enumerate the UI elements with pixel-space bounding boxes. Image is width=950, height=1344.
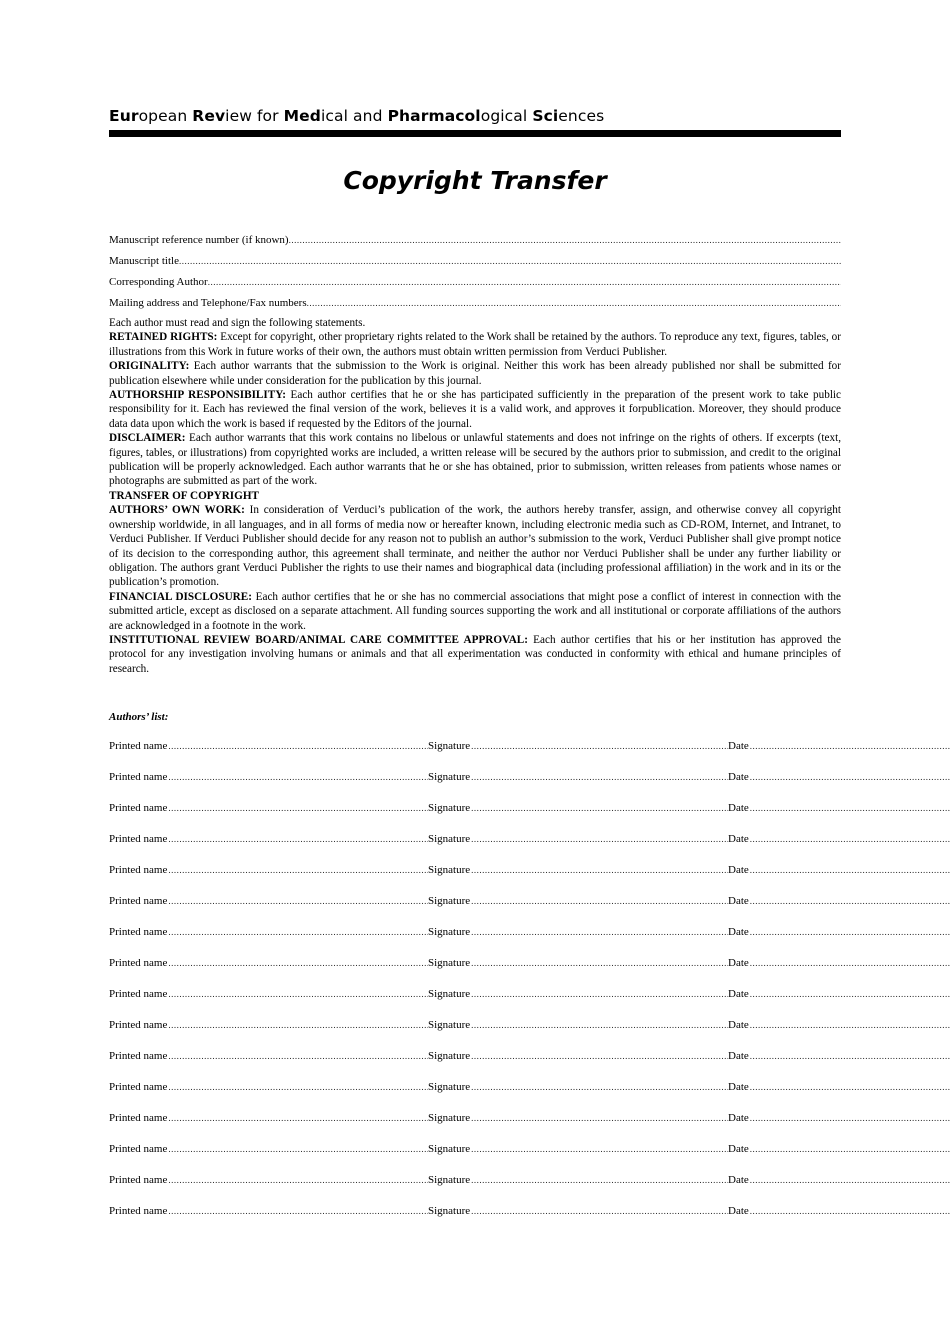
statement-authorship: AUTHORSHIP RESPONSIBILITY: Each author certifies that he or she has participated sufficiently in the preparation of the present work to take public responsibility for it. Each has reviewed the final version of the work, believes it is a valid work, and approves it forpublication. Moreover, they should produce data data upon which the work is based if requested by the Editors of the journal. (109, 389, 842, 430)
date-fill-line[interactable] (750, 1080, 950, 1094)
date-field[interactable] (728, 801, 950, 815)
signature-label: Signature (428, 1205, 471, 1217)
signature-label: Signature (428, 1112, 471, 1124)
printed-name-fill-line[interactable] (168, 1049, 428, 1063)
printed-name-fill-line[interactable] (168, 1018, 428, 1032)
date-fill-line[interactable] (750, 832, 950, 846)
signature-field[interactable] (428, 863, 728, 877)
date-field[interactable] (728, 1080, 950, 1094)
date-fill-line[interactable] (750, 925, 950, 939)
author-row (109, 1080, 841, 1094)
date-label: Date (728, 864, 749, 876)
signature-label: Signature (428, 740, 471, 752)
printed-name-fill-line[interactable] (168, 863, 428, 877)
journal-title-part: opean (138, 107, 193, 125)
signature-field[interactable] (428, 925, 728, 939)
printed-name-field[interactable] (109, 1049, 428, 1063)
author-row (109, 1018, 841, 1032)
journal-title-part: Pharmacol (387, 107, 481, 125)
date-label: Date (728, 740, 749, 752)
date-label: Date (728, 1019, 749, 1031)
printed-name-field[interactable] (109, 832, 428, 846)
signature-label: Signature (428, 771, 471, 783)
signature-field[interactable] (428, 956, 728, 970)
date-label: Date (728, 802, 749, 814)
date-label: Date (728, 895, 749, 907)
date-field[interactable] (728, 770, 950, 784)
signature-field[interactable] (428, 770, 728, 784)
author-row (109, 863, 841, 877)
signature-field[interactable] (428, 739, 728, 753)
printed-name-field[interactable] (109, 801, 428, 815)
printed-name-label: Printed name (109, 988, 168, 1000)
date-field[interactable] (728, 832, 950, 846)
date-field[interactable] (728, 894, 950, 908)
date-fill-line[interactable] (750, 739, 950, 753)
date-field[interactable] (728, 739, 950, 753)
signature-fill-line[interactable] (471, 1080, 728, 1094)
signature-label: Signature (428, 1174, 471, 1186)
header-rule (109, 130, 841, 137)
date-field[interactable] (728, 1142, 950, 1156)
fill-in-line[interactable] (289, 233, 841, 247)
printed-name-label: Printed name (109, 833, 168, 845)
printed-name-field[interactable] (109, 863, 428, 877)
date-field[interactable] (728, 863, 950, 877)
printed-name-fill-line[interactable] (168, 801, 428, 815)
date-label: Date (728, 1050, 749, 1062)
authors-list-heading: Authors’ list: (109, 711, 169, 723)
signature-fill-line[interactable] (471, 1111, 728, 1125)
date-field[interactable] (728, 1204, 950, 1218)
signature-label: Signature (428, 1050, 471, 1062)
journal-title-part: Sci (532, 107, 559, 125)
field-label: Corresponding Author (109, 276, 208, 288)
signature-fill-line[interactable] (471, 1204, 728, 1218)
date-fill-line[interactable] (750, 894, 950, 908)
date-label: Date (728, 1081, 749, 1093)
date-field[interactable] (728, 1111, 950, 1125)
statement-irb-approval: INSTITUTIONAL REVIEW BOARD/ANIMAL CARE COMMITTEE APPROVAL: Each author certifies that his or her institution has approved the protocol for any investigation involving humans or animals and that all experimentation was conducted in conformity with ethical and humane principles of research. (109, 633, 841, 675)
printed-name-field[interactable] (109, 894, 428, 908)
signature-fill-line[interactable] (471, 956, 728, 970)
printed-name-fill-line[interactable] (168, 1142, 428, 1156)
printed-name-label: Printed name (109, 1112, 168, 1124)
printed-name-label: Printed name (109, 1019, 168, 1031)
date-field[interactable] (728, 987, 950, 1001)
signature-field[interactable] (428, 1018, 728, 1032)
date-label: Date (728, 988, 749, 1000)
date-fill-line[interactable] (750, 1173, 950, 1187)
printed-name-label: Printed name (109, 1205, 168, 1217)
journal-title-part: Rev (192, 107, 226, 125)
signature-field[interactable] (428, 987, 728, 1001)
printed-name-fill-line[interactable] (168, 987, 428, 1001)
signature-field[interactable] (428, 832, 728, 846)
signature-label: Signature (428, 833, 471, 845)
printed-name-field[interactable] (109, 1111, 428, 1125)
author-row (109, 925, 841, 939)
printed-name-fill-line[interactable] (168, 925, 428, 939)
printed-name-fill-line[interactable] (168, 1204, 428, 1218)
field-label: Mailing address and Telephone/Fax numbers (109, 297, 307, 309)
printed-name-label: Printed name (109, 1050, 168, 1062)
date-label: Date (728, 1143, 749, 1155)
signature-label: Signature (428, 1019, 471, 1031)
date-field[interactable] (728, 956, 950, 970)
mailing-address-field[interactable] (109, 296, 841, 310)
manuscript-reference-field[interactable] (109, 233, 841, 247)
field-label: Manuscript reference number (if known) (109, 234, 289, 246)
signature-fill-line[interactable] (471, 863, 728, 877)
printed-name-field[interactable] (109, 1142, 428, 1156)
signature-field[interactable] (428, 1142, 728, 1156)
author-row (109, 801, 841, 815)
date-fill-line[interactable] (750, 956, 950, 970)
corresponding-author-field[interactable] (109, 275, 841, 289)
fill-in-line[interactable] (208, 275, 841, 289)
printed-name-label: Printed name (109, 1143, 168, 1155)
manuscript-title-field[interactable] (109, 254, 841, 268)
signature-label: Signature (428, 895, 471, 907)
printed-name-field[interactable] (109, 987, 428, 1001)
signature-label: Signature (428, 988, 471, 1000)
journal-title-part: Med (283, 107, 321, 125)
date-label: Date (728, 1112, 749, 1124)
date-fill-line[interactable] (750, 863, 950, 877)
printed-name-fill-line[interactable] (168, 1173, 428, 1187)
signature-label: Signature (428, 1143, 471, 1155)
date-label: Date (728, 957, 749, 969)
signature-fill-line[interactable] (471, 801, 728, 815)
printed-name-fill-line[interactable] (168, 956, 428, 970)
fill-in-line[interactable] (307, 296, 841, 310)
page-title: Copyright Transfer (343, 166, 607, 195)
printed-name-field[interactable] (109, 925, 428, 939)
date-field[interactable] (728, 1018, 950, 1032)
printed-name-label: Printed name (109, 864, 168, 876)
printed-name-fill-line[interactable] (168, 894, 428, 908)
date-label: Date (728, 771, 749, 783)
signature-label: Signature (428, 926, 471, 938)
journal-title-part: ogical (480, 107, 533, 125)
printed-name-label: Printed name (109, 740, 168, 752)
author-row (109, 1142, 841, 1156)
date-fill-line[interactable] (750, 1049, 950, 1063)
printed-name-label: Printed name (109, 1081, 168, 1093)
date-field[interactable] (728, 1173, 950, 1187)
printed-name-label: Printed name (109, 1174, 168, 1186)
signature-field[interactable] (428, 894, 728, 908)
printed-name-label: Printed name (109, 895, 168, 907)
date-label: Date (728, 833, 749, 845)
printed-name-fill-line[interactable] (168, 1080, 428, 1094)
signature-fill-line[interactable] (471, 1142, 728, 1156)
printed-name-fill-line[interactable] (168, 832, 428, 846)
signature-fill-line[interactable] (471, 925, 728, 939)
printed-name-field[interactable] (109, 956, 428, 970)
author-row (109, 832, 841, 846)
statement-transfer-heading: TRANSFER OF COPYRIGHT (109, 489, 260, 502)
printed-name-label: Printed name (109, 771, 168, 783)
date-field[interactable] (728, 925, 950, 939)
signature-fill-line[interactable] (471, 1018, 728, 1032)
signature-fill-line[interactable] (471, 832, 728, 846)
date-fill-line[interactable] (750, 987, 950, 1001)
field-label: Manuscript title (109, 255, 179, 267)
signature-label: Signature (428, 957, 471, 969)
statement-originality: ORIGINALITY: Each author warrants that the submission to the Work is original. Neither this work has been already published nor shall be submitted for publication elsewhere while under consideration for the publication by this journal. (109, 360, 841, 387)
printed-name-field[interactable] (109, 1080, 428, 1094)
statement-disclaimer: DISCLAIMER: Each author warrants that this work contains no libelous or unlawful statements and does not infringe on the rights of others. If excerpts (text, figures, tables, or illustrations) from copyrighted works are included, a written release will be secured by the authors prior to submission, and credit to the original publication will be properly acknowledged. Each author warrants that he or she has obtained, prior to submission, written releases from patients whose names or photographs are submitted as part of the work. (109, 432, 841, 488)
printed-name-field[interactable] (109, 770, 428, 784)
date-label: Date (728, 1174, 749, 1186)
signature-fill-line[interactable] (471, 770, 728, 784)
signature-field[interactable] (428, 1204, 728, 1218)
printed-name-field[interactable] (109, 1204, 428, 1218)
signature-label: Signature (428, 802, 471, 814)
journal-header (109, 107, 841, 125)
statement-authors-own-work: AUTHORS’ OWN WORK: In consideration of Verduci’s publication of the work, the authors hereby transfer, assign, and otherwise convey all copyright ownership worldwide, in all languages, and in all forms of media now or hereafter known, including electronic media such as CD-ROM, Internet, and Intranet, to Verduci Publisher. If Verduci Publisher should decide for any reason not to publish an author’s submission to the work, Verduci Publisher shall give prompt notice of its decision to the corresponding author, this agreement shall terminate, and neither the author nor Verduci Publisher shall be under any further liability or obligation. The authors grant Verduci Publisher the rights to use their names and biographical data (including professional affiliation) in the work and in its or the publication’s promotion. (109, 504, 841, 589)
signature-field[interactable] (428, 1049, 728, 1063)
statement-financial-disclosure: FINANCIAL DISCLOSURE: Each author certifies that he or she has no commercial associations that might pose a conflict of interest in connection with the submitted article, except as disclosed on a separate attachment. All funding sources supporting the work and all institutional or corporate affiliations of the authors are acknowledged in a footnote in the work. (109, 590, 841, 632)
date-label: Date (728, 926, 749, 938)
date-fill-line[interactable] (750, 1142, 950, 1156)
printed-name-field[interactable] (109, 739, 428, 753)
signature-fill-line[interactable] (471, 894, 728, 908)
printed-name-fill-line[interactable] (168, 739, 428, 753)
statements-intro: Each author must read and sign the following statements. (109, 317, 366, 329)
signature-fill-line[interactable] (471, 739, 728, 753)
journal-title-part: iew for (225, 107, 284, 125)
signature-label: Signature (428, 864, 471, 876)
statement-retained-rights: RETAINED RIGHTS: Except for copyright, other proprietary rights related to the Work shall be retained by the authors. To reproduce any text, figures, tables, or illustrations from this Work in future works of their own, the authors must obtain written permission from Verduci Publisher. (109, 331, 841, 358)
signature-field[interactable] (428, 1080, 728, 1094)
statements-block (109, 316, 841, 676)
printed-name-fill-line[interactable] (168, 1111, 428, 1125)
printed-name-fill-line[interactable] (168, 770, 428, 784)
date-fill-line[interactable] (750, 801, 950, 815)
date-fill-line[interactable] (750, 1204, 950, 1218)
printed-name-label: Printed name (109, 926, 168, 938)
signature-fill-line[interactable] (471, 987, 728, 1001)
fill-in-line[interactable] (179, 254, 841, 268)
author-row (109, 739, 841, 753)
author-row (109, 956, 841, 970)
signature-field[interactable] (428, 1111, 728, 1125)
printed-name-field[interactable] (109, 1018, 428, 1032)
journal-title-part: Eur (109, 107, 139, 125)
date-fill-line[interactable] (750, 1018, 950, 1032)
signature-field[interactable] (428, 801, 728, 815)
signature-fill-line[interactable] (471, 1173, 728, 1187)
author-row (109, 1049, 841, 1063)
author-row (109, 987, 841, 1001)
signature-fill-line[interactable] (471, 1049, 728, 1063)
date-fill-line[interactable] (750, 1111, 950, 1125)
author-row (109, 770, 841, 784)
printed-name-label: Printed name (109, 957, 168, 969)
author-row (109, 1204, 841, 1218)
signature-label: Signature (428, 1081, 471, 1093)
journal-title-part: ences (558, 107, 605, 125)
date-label: Date (728, 1205, 749, 1217)
printed-name-label: Printed name (109, 802, 168, 814)
author-row (109, 894, 841, 908)
signature-field[interactable] (428, 1173, 728, 1187)
date-fill-line[interactable] (750, 770, 950, 784)
journal-title-part: ical and (321, 107, 388, 125)
author-row (109, 1173, 841, 1187)
printed-name-field[interactable] (109, 1173, 428, 1187)
date-field[interactable] (728, 1049, 950, 1063)
author-row (109, 1111, 841, 1125)
